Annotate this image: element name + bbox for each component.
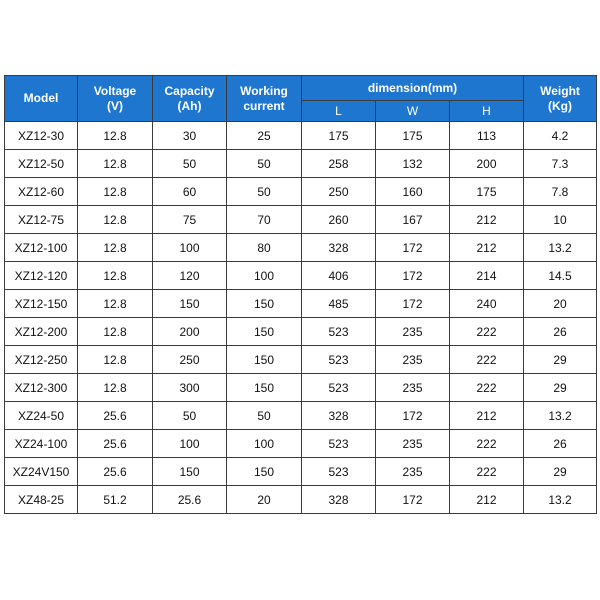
cell-dim-l: 328 — [302, 402, 376, 430]
cell-weight: 10 — [524, 206, 597, 234]
cell-working-current: 150 — [227, 458, 302, 486]
cell-working-current: 20 — [227, 486, 302, 514]
cell-working-current: 150 — [227, 346, 302, 374]
table-row — [5, 486, 597, 514]
table-row — [5, 402, 597, 430]
header-weight-label: Weight (Kg) — [540, 83, 580, 113]
header-capacity-label: Capacity (Ah) — [164, 83, 215, 113]
cell-working-current: 25 — [227, 122, 302, 150]
cell-weight: 26 — [524, 430, 597, 458]
cell-dim-l: 258 — [302, 150, 376, 178]
cell-model: XZ12-50 — [5, 150, 78, 178]
cell-dim-h: 222 — [450, 458, 524, 486]
cell-dim-w: 235 — [376, 346, 450, 374]
cell-dim-l: 175 — [302, 122, 376, 150]
cell-capacity: 150 — [153, 458, 227, 486]
cell-model: XZ24-100 — [5, 430, 78, 458]
table-body — [5, 122, 597, 514]
cell-model: XZ12-100 — [5, 234, 78, 262]
cell-dim-h: 113 — [450, 122, 524, 150]
cell-capacity: 30 — [153, 122, 227, 150]
cell-model: XZ12-30 — [5, 122, 78, 150]
cell-dim-w: 235 — [376, 374, 450, 402]
cell-working-current: 150 — [227, 318, 302, 346]
cell-dim-h: 214 — [450, 262, 524, 290]
cell-voltage: 51.2 — [78, 486, 153, 514]
cell-dim-l: 523 — [302, 430, 376, 458]
cell-voltage: 12.8 — [78, 122, 153, 150]
header-dim-w: W — [376, 101, 450, 122]
table-row — [5, 206, 597, 234]
cell-model: XZ48-25 — [5, 486, 78, 514]
cell-dim-w: 172 — [376, 262, 450, 290]
cell-dim-l: 523 — [302, 318, 376, 346]
cell-voltage: 12.8 — [78, 374, 153, 402]
cell-voltage: 25.6 — [78, 458, 153, 486]
cell-voltage: 25.6 — [78, 402, 153, 430]
cell-capacity: 100 — [153, 234, 227, 262]
cell-dim-h: 212 — [450, 234, 524, 262]
cell-model: XZ12-150 — [5, 290, 78, 318]
cell-model: XZ24V150 — [5, 458, 78, 486]
cell-working-current: 50 — [227, 150, 302, 178]
cell-working-current: 100 — [227, 430, 302, 458]
header-working-current — [227, 76, 302, 122]
cell-weight: 20 — [524, 290, 597, 318]
cell-working-current: 150 — [227, 374, 302, 402]
cell-capacity: 25.6 — [153, 486, 227, 514]
cell-working-current: 150 — [227, 290, 302, 318]
header-dimension: dimension(mm) — [302, 76, 524, 101]
cell-dim-h: 222 — [450, 374, 524, 402]
header-capacity — [153, 76, 227, 122]
cell-dim-l: 485 — [302, 290, 376, 318]
cell-dim-w: 172 — [376, 290, 450, 318]
table-row — [5, 374, 597, 402]
cell-dim-l: 406 — [302, 262, 376, 290]
cell-dim-h: 212 — [450, 206, 524, 234]
cell-weight: 4.2 — [524, 122, 597, 150]
header-voltage — [78, 76, 153, 122]
cell-dim-h: 212 — [450, 486, 524, 514]
cell-capacity: 100 — [153, 430, 227, 458]
cell-voltage: 12.8 — [78, 318, 153, 346]
cell-dim-w: 160 — [376, 178, 450, 206]
cell-dim-l: 250 — [302, 178, 376, 206]
cell-dim-l: 523 — [302, 346, 376, 374]
table-row — [5, 290, 597, 318]
table-row — [5, 458, 597, 486]
cell-dim-l: 523 — [302, 458, 376, 486]
cell-weight: 7.8 — [524, 178, 597, 206]
header-working-current-label: Working current — [240, 83, 288, 113]
header-row-top — [5, 76, 597, 101]
cell-weight: 13.2 — [524, 486, 597, 514]
table-row — [5, 122, 597, 150]
header-dim-h: H — [450, 101, 524, 122]
cell-weight: 26 — [524, 318, 597, 346]
cell-voltage: 12.8 — [78, 262, 153, 290]
cell-capacity: 150 — [153, 290, 227, 318]
cell-model: XZ12-300 — [5, 374, 78, 402]
cell-dim-h: 175 — [450, 178, 524, 206]
cell-capacity: 250 — [153, 346, 227, 374]
header-model: Model — [5, 76, 78, 122]
cell-capacity: 50 — [153, 150, 227, 178]
cell-dim-l: 523 — [302, 374, 376, 402]
cell-model: XZ12-60 — [5, 178, 78, 206]
cell-working-current: 50 — [227, 402, 302, 430]
cell-capacity: 50 — [153, 402, 227, 430]
table-header — [5, 76, 597, 122]
cell-model: XZ12-75 — [5, 206, 78, 234]
cell-dim-w: 235 — [376, 430, 450, 458]
cell-model: XZ24-50 — [5, 402, 78, 430]
cell-weight: 13.2 — [524, 234, 597, 262]
table-row — [5, 234, 597, 262]
battery-spec-table — [4, 75, 597, 514]
cell-voltage: 12.8 — [78, 234, 153, 262]
header-dim-l: L — [302, 101, 376, 122]
cell-weight: 29 — [524, 458, 597, 486]
cell-capacity: 200 — [153, 318, 227, 346]
cell-dim-l: 328 — [302, 234, 376, 262]
cell-dim-w: 172 — [376, 234, 450, 262]
cell-dim-w: 132 — [376, 150, 450, 178]
cell-working-current: 100 — [227, 262, 302, 290]
cell-dim-w: 175 — [376, 122, 450, 150]
cell-working-current: 80 — [227, 234, 302, 262]
table-row — [5, 150, 597, 178]
cell-capacity: 60 — [153, 178, 227, 206]
table-row — [5, 346, 597, 374]
table-row — [5, 430, 597, 458]
cell-weight: 29 — [524, 346, 597, 374]
cell-working-current: 50 — [227, 178, 302, 206]
cell-dim-w: 167 — [376, 206, 450, 234]
table-row — [5, 178, 597, 206]
cell-dim-w: 172 — [376, 402, 450, 430]
cell-voltage: 12.8 — [78, 290, 153, 318]
cell-capacity: 75 — [153, 206, 227, 234]
cell-voltage: 12.8 — [78, 178, 153, 206]
cell-model: XZ12-250 — [5, 346, 78, 374]
cell-weight: 13.2 — [524, 402, 597, 430]
cell-dim-l: 328 — [302, 486, 376, 514]
cell-voltage: 25.6 — [78, 430, 153, 458]
cell-dim-h: 222 — [450, 346, 524, 374]
cell-dim-w: 172 — [376, 486, 450, 514]
cell-working-current: 70 — [227, 206, 302, 234]
cell-dim-h: 200 — [450, 150, 524, 178]
cell-model: XZ12-120 — [5, 262, 78, 290]
cell-capacity: 120 — [153, 262, 227, 290]
cell-weight: 29 — [524, 374, 597, 402]
cell-voltage: 12.8 — [78, 206, 153, 234]
header-weight — [524, 76, 597, 122]
cell-weight: 14.5 — [524, 262, 597, 290]
cell-dim-h: 240 — [450, 290, 524, 318]
cell-capacity: 300 — [153, 374, 227, 402]
header-voltage-label: Voltage (V) — [93, 83, 137, 113]
cell-dim-h: 212 — [450, 402, 524, 430]
cell-weight: 7.3 — [524, 150, 597, 178]
cell-model: XZ12-200 — [5, 318, 78, 346]
cell-dim-l: 260 — [302, 206, 376, 234]
cell-dim-h: 222 — [450, 430, 524, 458]
table-row — [5, 262, 597, 290]
cell-voltage: 12.8 — [78, 150, 153, 178]
table-row — [5, 318, 597, 346]
cell-dim-h: 222 — [450, 318, 524, 346]
cell-voltage: 12.8 — [78, 346, 153, 374]
cell-dim-w: 235 — [376, 458, 450, 486]
cell-dim-w: 235 — [376, 318, 450, 346]
